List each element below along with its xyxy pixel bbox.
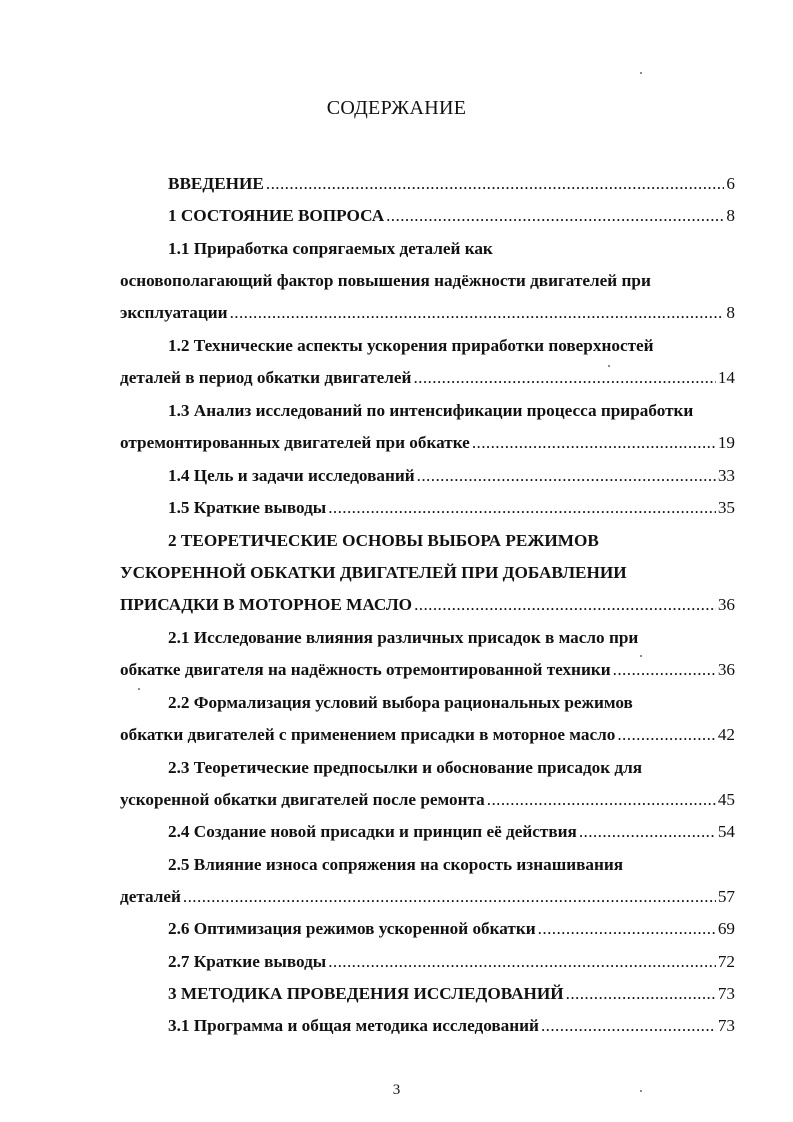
toc-entry-text: эксплуатации xyxy=(120,303,228,322)
toc-entry[interactable] xyxy=(120,789,735,811)
toc-page-number: 73 xyxy=(717,984,735,1003)
scan-speck xyxy=(640,72,642,74)
toc-entry-text: ВВЕДЕНИЕ xyxy=(168,174,264,193)
toc-entry[interactable] xyxy=(120,432,735,454)
toc-entry-text: ускоренной обкатки двигателей после ремонта xyxy=(120,790,485,809)
toc-page-number: 6 xyxy=(726,174,735,193)
toc-entry-line: 1.3 Анализ исследований по интенсификации процесса приработки xyxy=(168,401,694,420)
leader-dots xyxy=(538,918,716,940)
leader-dots xyxy=(417,465,716,487)
toc-entry[interactable] xyxy=(120,594,735,616)
toc-entry-text: обкатке двигателя на надёжность отремонтированной техники xyxy=(120,660,611,679)
toc-entry-text: деталей в период обкатки двигателей xyxy=(120,368,412,387)
toc-entry-line: основополагающий фактор повышения надёжности двигателей при xyxy=(120,271,651,290)
toc-page-number: 14 xyxy=(717,368,735,387)
toc-entry[interactable] xyxy=(168,918,735,940)
toc-entry-line: 2.2 Формализация условий выбора рациональных режимов xyxy=(168,693,633,712)
toc-entry[interactable] xyxy=(168,173,735,195)
leader-dots xyxy=(617,724,715,746)
leader-dots xyxy=(266,173,725,195)
toc-entry-text: ПРИСАДКИ В МОТОРНОЕ МАСЛО xyxy=(120,595,413,614)
toc-entry[interactable] xyxy=(168,497,735,519)
toc-entry[interactable] xyxy=(168,1015,735,1037)
toc-entry-line: 1.2 Технические аспекты ускорения приработки поверхностей xyxy=(168,336,654,355)
toc-page-number: 36 xyxy=(717,595,735,614)
toc-entry[interactable] xyxy=(168,205,735,227)
toc-entry[interactable] xyxy=(120,659,735,681)
toc-entry[interactable] xyxy=(168,951,735,973)
toc-entry[interactable] xyxy=(168,465,735,487)
toc-page-number: 8 xyxy=(726,303,735,322)
toc-entry-text: отремонтированных двигателей при обкатке xyxy=(120,433,470,452)
toc-entry-line: 1.1 Приработка сопрягаемых деталей как xyxy=(168,239,493,258)
leader-dots xyxy=(613,659,716,681)
toc-entry[interactable] xyxy=(120,367,735,389)
toc-entry[interactable] xyxy=(120,886,735,908)
toc-entry-line: 2.3 Теоретические предпосылки и обоснование присадок для xyxy=(168,758,643,777)
toc-page-number: 8 xyxy=(726,206,735,225)
scan-speck xyxy=(138,688,140,690)
toc-page-number: 54 xyxy=(717,822,735,841)
toc-page-number: 57 xyxy=(717,887,735,906)
leader-dots xyxy=(566,983,716,1005)
leader-dots xyxy=(183,886,716,908)
toc-page-number: 42 xyxy=(717,725,735,744)
scan-speck xyxy=(640,1090,642,1092)
toc-entry[interactable] xyxy=(168,983,735,1005)
toc-entry-text: 3.1 Программа и общая методика исследований xyxy=(168,1016,539,1035)
leader-dots xyxy=(414,594,716,616)
toc-page-number: 33 xyxy=(717,466,735,485)
toc-entry-line: 2.1 Исследование влияния различных присадок в масло при xyxy=(168,628,639,647)
toc-page-number: 45 xyxy=(717,790,735,809)
toc-entry-text: 1 СОСТОЯНИЕ ВОПРОСА xyxy=(168,206,385,225)
leader-dots xyxy=(487,789,716,811)
toc-entry-line: УСКОРЕННОЙ ОБКАТКИ ДВИГАТЕЛЕЙ ПРИ ДОБАВЛЕНИИ xyxy=(120,563,627,582)
leader-dots xyxy=(328,497,716,519)
toc-entry-text: 1.5 Краткие выводы xyxy=(168,498,327,517)
toc-entry[interactable] xyxy=(168,821,735,843)
toc-entry-text: 3 МЕТОДИКА ПРОВЕДЕНИЯ ИССЛЕДОВАНИЙ xyxy=(168,984,564,1003)
toc-entry-text: деталей xyxy=(120,887,181,906)
toc-page-number: 19 xyxy=(717,433,735,452)
leader-dots xyxy=(579,821,716,843)
toc-page-number: 36 xyxy=(717,660,735,679)
toc-entry[interactable] xyxy=(120,724,735,746)
toc-entry-text: 2.4 Создание новой присадки и принцип её действия xyxy=(168,822,577,841)
toc-entry-line: 2 ТЕОРЕТИЧЕСКИЕ ОСНОВЫ ВЫБОРА РЕЖИМОВ xyxy=(168,531,599,550)
toc-entry-text: обкатки двигателей с применением присадки в моторное масло xyxy=(120,725,616,744)
scan-speck xyxy=(640,655,642,657)
page-title: СОДЕРЖАНИЕ xyxy=(326,97,467,119)
leader-dots xyxy=(328,951,716,973)
toc-entry-text: 2.6 Оптимизация режимов ускоренной обкатки xyxy=(168,919,536,938)
toc-entry-text: 1.4 Цель и задачи исследований xyxy=(168,466,415,485)
toc-page-number: 69 xyxy=(717,919,735,938)
leader-dots xyxy=(386,205,724,227)
toc-entry[interactable] xyxy=(120,302,735,324)
toc-page-number: 73 xyxy=(717,1016,735,1035)
page-number: 3 xyxy=(392,1082,401,1098)
toc-entry-text: 2.7 Краткие выводы xyxy=(168,952,327,971)
leader-dots xyxy=(541,1015,716,1037)
toc-page-number: 72 xyxy=(717,952,735,971)
scan-speck xyxy=(608,365,610,367)
leader-dots xyxy=(472,432,716,454)
toc-page-number: 35 xyxy=(717,498,735,517)
toc-entry-line: 2.5 Влияние износа сопряжения на скорость изнашивания xyxy=(168,855,624,874)
leader-dots xyxy=(413,367,715,389)
leader-dots xyxy=(230,302,725,324)
